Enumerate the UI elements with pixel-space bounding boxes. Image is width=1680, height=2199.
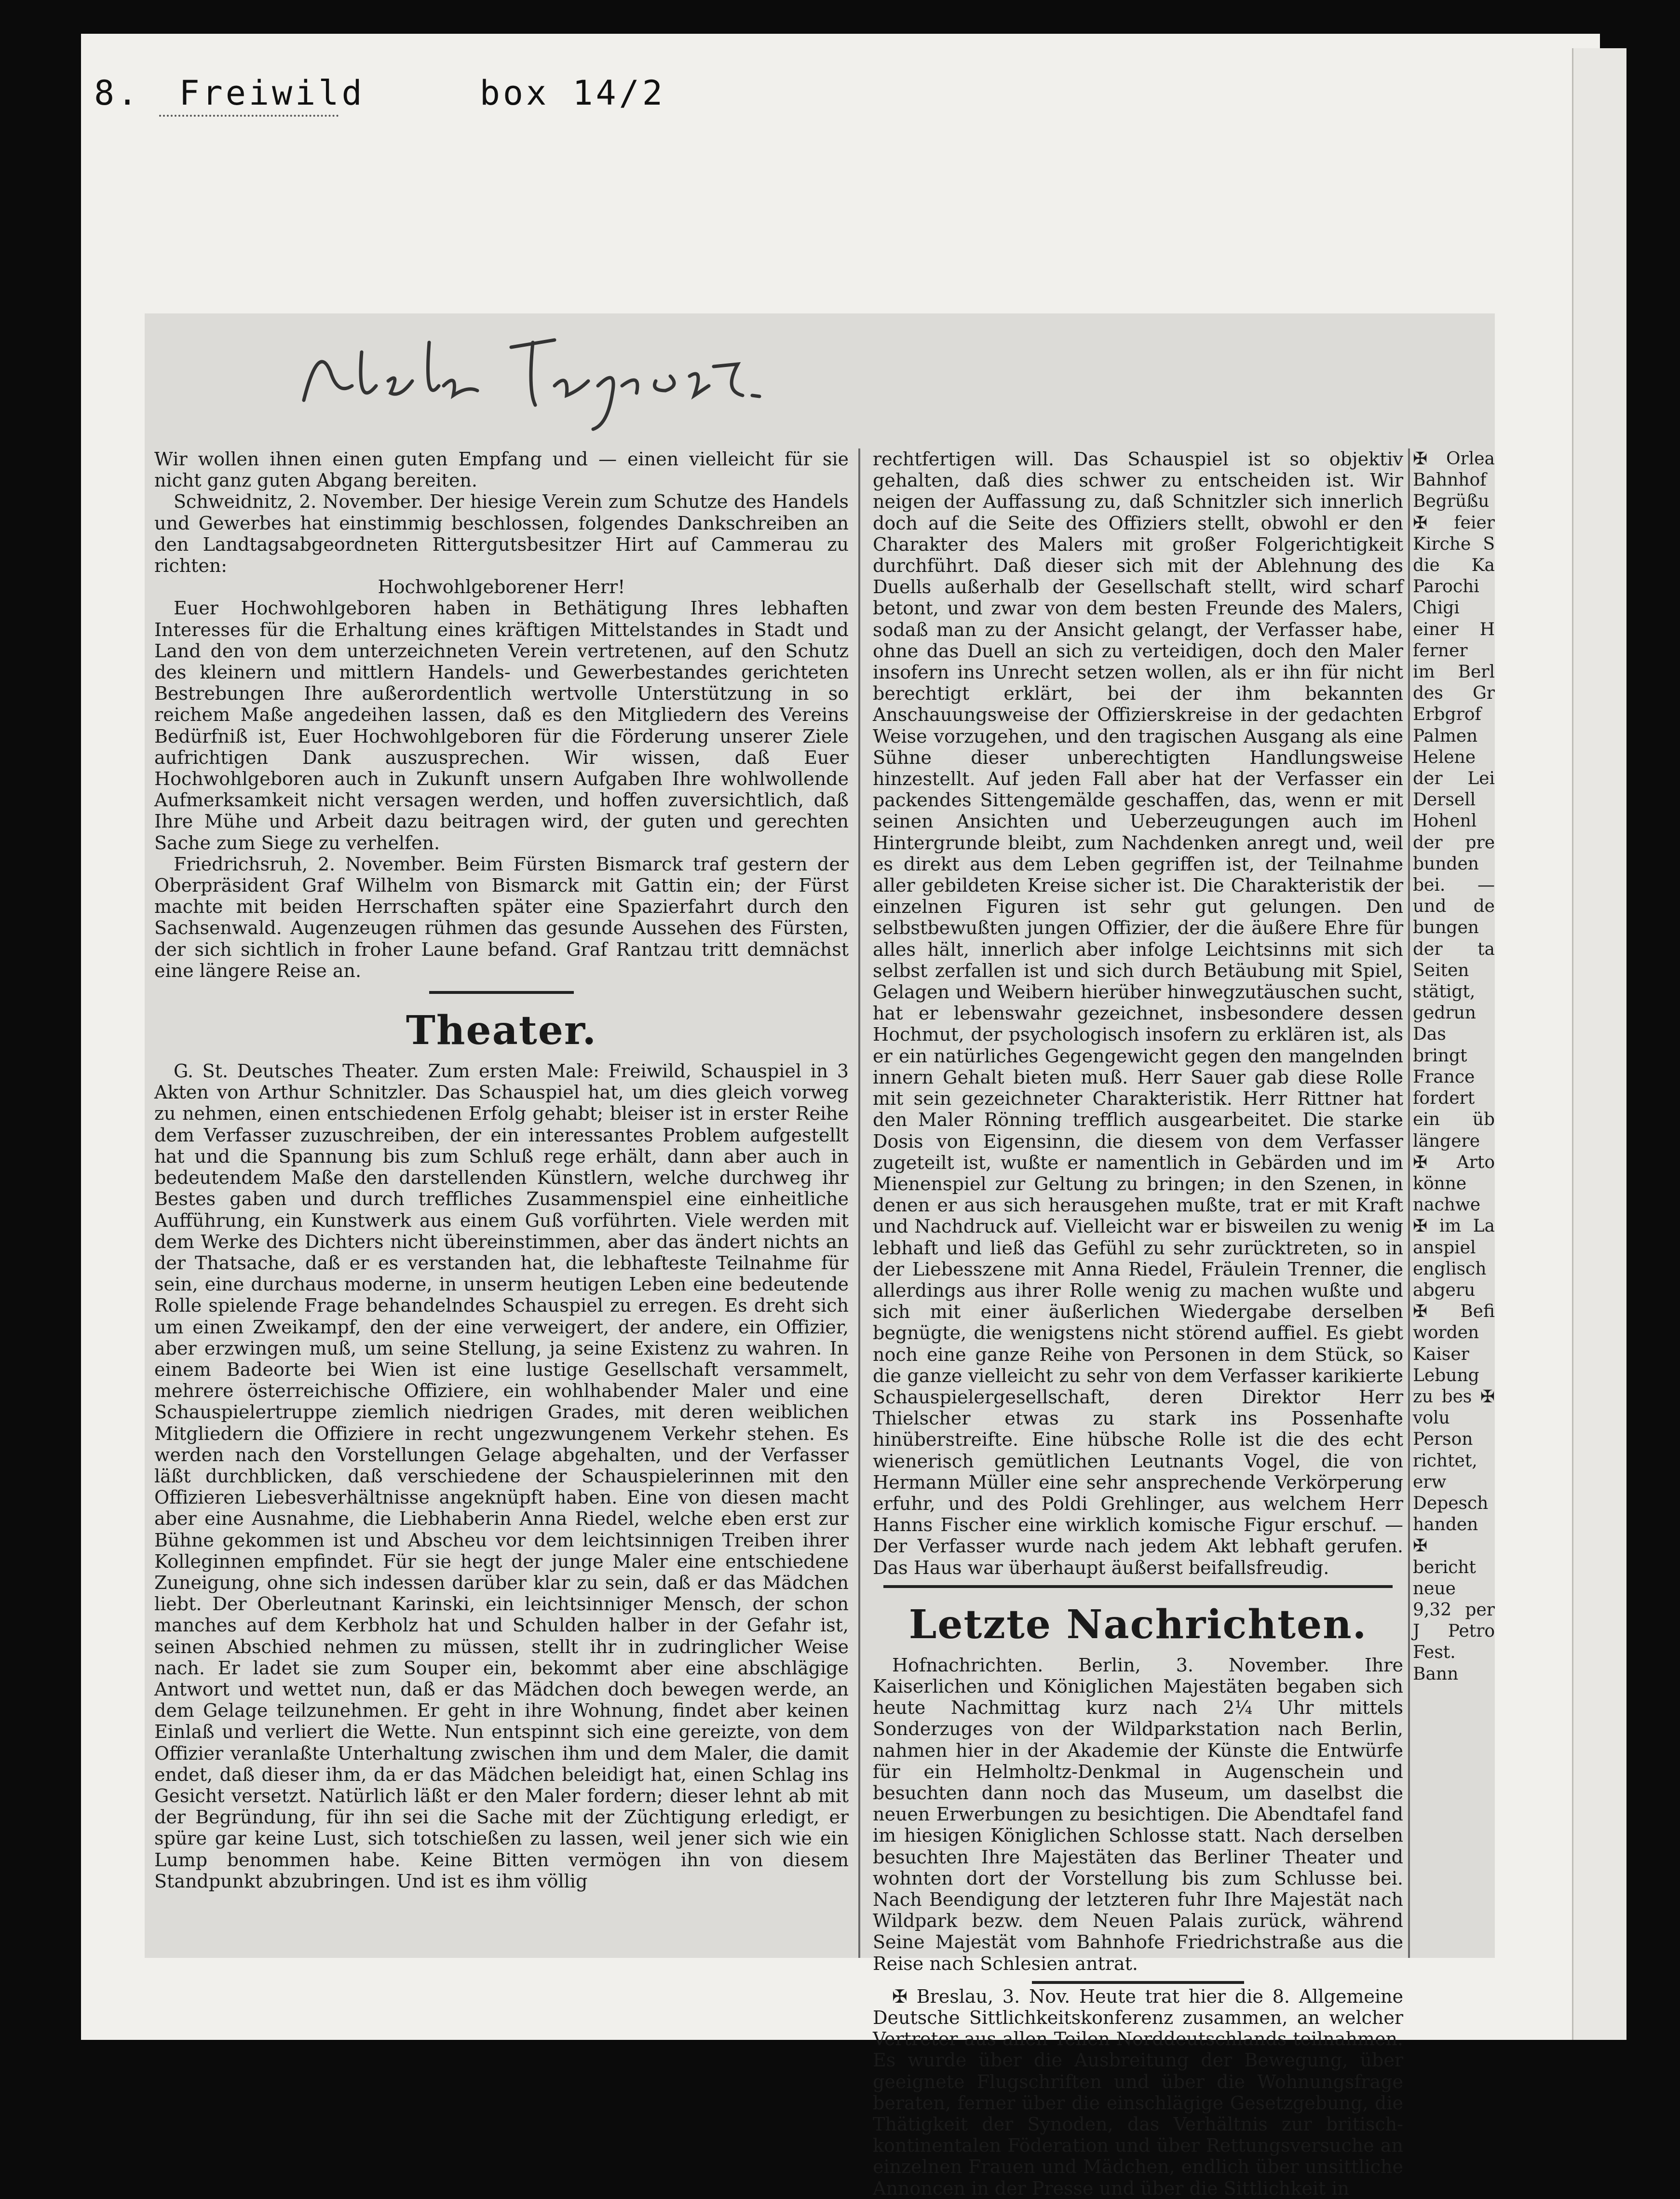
label-number: 8. (94, 73, 141, 113)
paragraph-intro: Wir wollen ihnen einen guten Empfang und — einen vielleicht für sie nicht ganz guten Abgang bereiten. (154, 448, 849, 491)
paragraph-theater-review: G. St. Deutsches Theater. Zum ersten Male: Freiwild, Schauspiel in 3 Akten von Arthur Schnitzler. Das Schauspiel hat, um dies gleich vorweg zu nehmen, einen entschiedenen Erfolg gehabt; bleiser ist in erster Reihe dem Verfasser zuzuschreiben, der ein interessantes Problem aufgestellt hat und die Spannung bis zum Schluß rege erhält, dann aber auch in bedeutendem Maße den darstellenden Künstlern, welche durchweg ihr Bestes gaben und durch treffliches Zusammenspiel eine einheitliche Aufführung, ein Kunstwerk aus einem Guß vorführten. Viele werden mit dem Werke des Dichters nicht übereinstimmen, aber das ändert nichts an der Thatsache, daß er es verstanden hat, die lebhafteste Teilnahme für sein, eine durchaus moderne, in unserm heutigen Leben eine bedeutende Rolle spielende Frage behandelndes Schauspiel zu erregen. Es dreht sich um einen Zweikampf, den der eine verweigert, der andere, ein Offizier, aber erzwingen muß, um seine Stellung, ja seine Existenz zu wahren. In einem Badeorte bei Wien ist eine lustige Gesellschaft versammelt, mehrere österreichische Offiziere, ein wohlhabender Maler und eine Schauspielertruppe ziemlich niedrigen Grades, mit deren weiblichen Mitgliedern die Offiziere in recht ungezwungenem Verkehr stehen. Es werden nach den Vorstellungen Gelage abgehalten, und der Verfasser läßt durchblicken, daß verschiedene der Schauspielerinnen mit den Offizieren Liebesverhältnisse angeknüpft haben. Eine von diesen macht aber eine Ausnahme, die Liebhaberin Anna Riedel, welche eben erst zur Bühne gekommen ist und Abscheu vor dem leichtsinnigen Treiben ihrer Kolleginnen empfindet. Für sie hegt der junge Maler eine entschiedene Zuneigung, ohne sich indessen darüber klar zu sein, daß er das Mädchen liebt. Der Oberleutnant Karinski, ein leichtsinniger Mensch, der schon manches auf dem Kerbholz hat und Schulden halber in der Gefahr ist, seinen Abschied nehmen zu müssen, stellt ihr in zudringlicher Weise nach. Er ladet sie zum Souper ein, bekommt aber eine abschlägige Antwort und wettet nun, daß er das Mädchen doch bewegen werde, an dem Gelage teilzunehmen. Er geht in ihre Wohnung, findet aber keinen Einlaß und verliert die Wette. Nun entspinnt sich eine gereizte, von dem Offizier veranlaßte Unterhaltung zwischen ihm und dem Maler, die damit endet, daß dieser ihm, da er das Mädchen beleidigt hat, einen Schlag ins Gesicht versetzt. Natürlich läßt er den Maler fordern; dieser lehnt ab mit der Begründung, für ihn sei die Sache mit der Züchtigung erledigt, er spüre gar keine Lust, sich totschießen zu lassen, weil jener sich wie ein Lump benommen habe. Keine Bitten vermögen ihn von diesem Standpunkt abzubringen. Und ist es ihm völlig (154, 1060, 849, 1892)
column-left (154, 448, 849, 1958)
paragraph-letter: Euer Hochwohlgeboren haben in Bethätigung Ihres lebhaften Interesses für die Erhaltung eines kräftigen Mittelstandes in Stadt und Land den von dem unterzeichneten Verein vertretenen, auf den Schutz des kleinern und mittlern Handels- und Gewerbestandes gerichteten Bestrebungen Ihre außerordentlich wertvolle Unterstützung in so reichem Maße angedeihen lassen, daß es den Mitgliedern des Vereins Bedürfniß ist, Euer Hochwohlgeboren für die Förderung unserer Ziele aufrichtigen Dank auszusprechen. Wir wissen, daß Euer Hochwohlgeboren auch in Zukunft unsern Aufgaben Ihre wohlwollende Aufmerksamkeit nicht versagen werden, und hoffen zuversichtlich, daß Ihre Mühe und Arbeit dazu beitragen wird, der guten und gerechten Sache zum Siege zu verhelfen. (154, 597, 849, 854)
paragraph-hofnachrichten: Hofnachrichten. Berlin, 3. November. Ihre Kaiserlichen und Königlichen Majestäten begaben sich heute Nachmittag kurz nach 2¼ Uhr mittels Sonderzuges von der Wildparkstation nach Berlin, nahmen hier in der Akademie der Künste die Entwürfe für ein Helmholtz-Denkmal in Augenschein und besuchten dann noch das Museum, um daselbst die neuen Erwerbungen zu besichtigen. Die Abendtafel fand im hiesigen Königlichen Schlosse statt. Nach derselben besuchten Ihre Majestäten das Berliner Theater und wohnten dort der Vorstellung bis zum Schlusse bei. Nach Beendigung der letzteren fuhr Ihre Majestät nach Wildpark bezw. dem Neuen Palais zurück, während Seine Majestät vom Bahnhofe Friedrichstraße aus die Reise nach Schlesien antrat. (873, 1654, 1403, 1974)
sheet-edge (1572, 48, 1626, 2040)
section-divider-2 (883, 1585, 1393, 1588)
folder-underline (159, 115, 339, 117)
paragraph-review-continued: rechtfertigen will. Das Schauspiel ist so objektiv gehalten, daß dies schwer zu entscheiden ist. Wir neigen der Auffassung zu, daß Schnitzler sich innerlich doch auf die Seite des Offiziers stellt, obwohl er den Charakter des Malers mit großer Folgerichtigkeit durchführt. Daß dieser sich mit der Ablehnung des Duells außerhalb der Gesellschaft stellt, wird scharf betont, und zwar von dem besten Freunde des Malers, sodaß man zu der Ansicht gelangt, der Verfasser habe, ohne das Duell an sich zu verteidigen, doch den Maler insofern ins Unrecht setzen wollen, als er ihn für nicht berechtigt erklärt, bei der ihm bekannten Anschauungsweise der Offizierskreise in der gedachten Weise vorzugehen, und den tragischen Ausgang als eine Sühne dieser unberechtigten Handlungsweise hinzestellt. Auf jeden Fall aber hat der Verfasser ein packendes Sittengemälde geschaffen, das, wenn er mit seinen Ansichten und Ueberzeugungen auch im Hintergrunde bleibt, zum Nachdenken anregt und, weil es direkt aus dem Leben gegriffen ist, der Teilnahme aller gebildeten Kreise sicher ist. Die Charakteristik der einzelnen Figuren ist sehr gut gelungen. Den selbstbewußten jungen Offizier, der die äußere Ehre für alles hält, innerlich aber infolge Leichtsinns mit sich selbst zerfallen ist und sich durch Betäubung mit Spiel, Gelagen und Weibern hierüber hinwegzutäuschen sucht, hat er lebenswahr gezeichnet, insbesondere dessen Hochmut, der psychologisch insofern zu erklären ist, als er ein natürliches Gegengewicht gegen den mangelnden innern Gehalt bieten muß. Herr Sauer gab diese Rolle mit sein gezeichneter Charakteristik. Herr Rittner hat den Maler Rönning trefflich ausgearbeitet. Die starke Dosis von Eigensinn, die diesem von dem Verfasser zugeteilt ist, wußte er namentlich in Gebärden und im Mienenspiel zur Geltung zu bringen; in den Szenen, in denen er aus sich herausgehen mußte, trat er mit Kraft und Nachdruck auf. Vielleicht war er bisweilen zu wenig lebhaft und ließ das Gefühl zu sehr zurücktreten, so in der Liebesszene mit Anna Riedel, Fräulein Trenner, die allerdings aus ihrer Rolle wenig zu machen wußte und sich mit einer äußerlichen Wiedergabe derselben begnügte, die wenigstens nicht störend auffiel. Es giebt noch eine ganze Reihe von Personen in dem Stück, so die ganze vielleicht zu sehr von dem Verfasser karikierte Schauspielergesellschaft, deren Direktor Herr Thielscher etwas zu stark ins Possenhafte hinüberstreifte. Eine hübsche Rolle ist die des echt wienerisch gemütlichen Leutnants Vogel, die von Hermann Müller eine sehr ansprechende Verkörperung erfuhr, und des Poldi Grehlinger, aus welchem Herr Hanns Fischer eine wirklich komische Figur erschuf. — Der Verfasser wurde nach jedem Akt lebhaft gerufen. Das Haus war überhaupt äußerst beifallsfreudig. (873, 448, 1403, 1578)
column-middle (873, 448, 1403, 2199)
newspaper-clipping (145, 313, 1495, 2199)
paragraph-friedrichsruh: Friedrichsruh, 2. November. Beim Fürsten Bismarck traf gestern der Oberpräsident Graf Wilhelm von Bismarck mit Gattin ein; der Fürst machte mit beiden Herrschaften später eine Spazierfahrt durch den Sachsenwald. Augenzeugen rühmen das gesunde Aussehen des Fürsten, der sich sichtlich in froher Laune befand. Graf Rantzau tritt demnächst eine längere Reise an. (154, 853, 849, 981)
theater-heading: Theater. (406, 1007, 597, 1054)
label-box: box 14/2 (479, 73, 665, 113)
salutation: Hochwohlgeborener Herr! (378, 576, 625, 598)
news-heading: Letzte Nachrichten. (908, 1601, 1368, 1648)
label-folder: Freiwild (179, 73, 365, 113)
column-rule-1 (858, 448, 860, 1958)
paragraph-breslau: ✠ Breslau, 3. Nov. Heute trat hier die 8. Allgemeine Deutsche Sittlichkeitskonferenz zusammen, an welcher Vertreter aus allen Teilen Norddeutschlands teilnahmen. Es wurde über die Ausbreitung der Bewegung, über geeignete Flugschriften und über die Wohnungsfrage beraten, ferner über die einschlägige Gesetzgebung, die Thätigkeit der Synoden, das Verhältnis zur britisch-kontinentalen Föderation und über Rettungsversuche an einzelnen Frauen und Mädchen, endlich über unsittliche Annoncen in der Presse und über die Sittlichkeit in (873, 1985, 1403, 2199)
handwritten-source-note (285, 313, 815, 439)
section-divider-3 (1032, 1981, 1244, 1984)
section-divider (429, 991, 574, 994)
column-rule-2 (1408, 448, 1410, 1958)
archive-label (94, 73, 665, 113)
column-right-fragment: ✠ Orlea Bahnhof Begrüßu ✠ feier Kirche S die Ka Parochi Chigi einer H ferner im Berl des Gr Erbgrof Palmen Helene der Lei Dersell Hohenl der pre bunden bei. — und de bungen der ta Seiten stätigt, gedrun Das bringt France fordert ein üb längere ✠ Arto könne nachwe ✠ im La anspiel englisch abgeru ✠ Befi worden Kaiser Lebung zu bes ✠ volu Person richtet, erw Depesch handen ✠ bericht neue 9,32 per J Petro Fest. Bann (1413, 449, 1495, 1684)
paragraph-schweidnitz: Schweidnitz, 2. November. Der hiesige Verein zum Schutze des Handels und Gewerbes hat einstimmig beschlossen, folgendes Dankschreiben an den Landtagsabgeordneten Rittergutsbesitzer Hirt auf Cammerau zu richten: (154, 491, 849, 577)
